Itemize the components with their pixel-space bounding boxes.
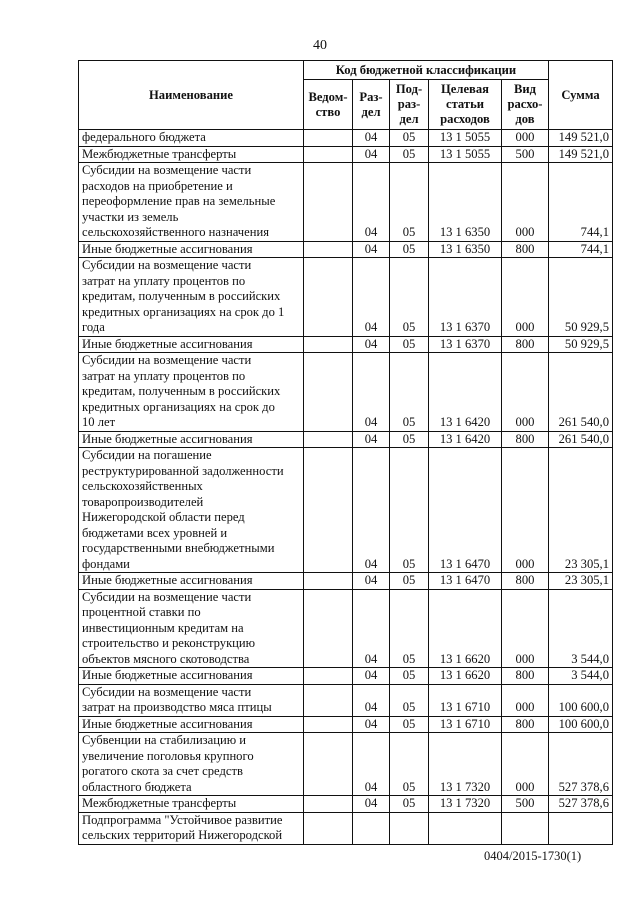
table-row [79, 146, 613, 163]
table-row [79, 258, 613, 337]
row-section-text: 04 [364, 225, 378, 239]
row-name-text: федерального бюджета [82, 130, 206, 144]
row-name-text: Субсидии на погашение реструктурированной задолженности сельскохозяйственных товаропроизводителей Нижегородской области перед бюджетами всех уровней и государственными внебюджетными фондами [82, 448, 284, 571]
row-kind [502, 733, 549, 796]
header-kind-text: Вид расхо- дов [507, 82, 543, 126]
row-name-text: Иные бюджетные ассигнования [82, 716, 253, 731]
row-kind-text: 000 [515, 320, 535, 334]
row-subsection [390, 573, 429, 590]
row-name [79, 448, 304, 573]
row-subsection-text: 05 [402, 431, 416, 446]
row-kind-text: 500 [515, 146, 535, 161]
row-target [429, 684, 502, 716]
row-section-text: 04 [364, 573, 378, 587]
table-row [79, 716, 613, 733]
row-target-text: 13 1 6350 [439, 225, 491, 239]
row-name-text: Субсидии на возмещение части затрат на производство мяса птицы [82, 684, 272, 714]
row-target-text: 13 1 7320 [439, 796, 491, 810]
row-target-text: 13 1 5055 [439, 146, 491, 161]
row-section [353, 258, 390, 337]
row-section-text: 04 [364, 556, 378, 571]
row-name-text: Межбюджетные трансферты [82, 146, 237, 161]
row-dept [304, 573, 353, 590]
row-sum-text: 23 305,1 [564, 556, 609, 571]
row-subsection-text: 05 [402, 716, 416, 731]
row-subsection [390, 163, 429, 242]
row-kind [502, 336, 549, 353]
header-subsection [390, 80, 429, 130]
row-dept [304, 353, 353, 432]
row-subsection-text: 05 [402, 651, 416, 666]
row-target-text: 13 1 6470 [439, 556, 491, 571]
row-section-text: 04 [364, 651, 378, 666]
row-kind [502, 163, 549, 242]
row-kind-text: 000 [515, 779, 535, 794]
row-kind-text: 800 [515, 573, 535, 587]
row-kind-text: 800 [515, 241, 535, 256]
row-kind-text: 800 [515, 336, 535, 351]
row-section-text: 04 [364, 336, 378, 351]
row-kind-text: 000 [515, 225, 535, 239]
row-section-text: 04 [364, 431, 378, 446]
header-name-text: Наименование [149, 87, 233, 102]
header-dept-text: Ведом- ство [308, 89, 348, 119]
row-kind-text: 800 [515, 431, 535, 446]
row-dept [304, 431, 353, 448]
row-kind-text: 000 [515, 130, 535, 144]
row-name [79, 130, 304, 147]
row-sum [549, 589, 613, 668]
table-row [79, 589, 613, 668]
row-name [79, 684, 304, 716]
row-dept [304, 146, 353, 163]
row-name-text: Субсидии на возмещение части затрат на уплату процентов по кредитам, полученным в российских кредитных организациях на срок до 10 лет [82, 353, 281, 429]
header-section [353, 80, 390, 130]
header-target [429, 80, 502, 130]
row-subsection-text: 05 [402, 241, 416, 256]
row-subsection [390, 130, 429, 147]
row-subsection-text: 05 [402, 668, 416, 682]
row-target [429, 258, 502, 337]
row-subsection [390, 448, 429, 573]
row-target [429, 716, 502, 733]
table-row [79, 812, 613, 844]
row-sum-text: 23 305,1 [564, 573, 609, 587]
page-number: 40 [313, 38, 327, 53]
row-kind [502, 716, 549, 733]
row-subsection-text: 05 [402, 336, 416, 351]
row-target [429, 573, 502, 590]
row-section-text: 04 [364, 241, 378, 256]
header-code-group-text: Код бюджетной классификации [335, 62, 517, 77]
row-subsection-text: 05 [402, 225, 416, 239]
row-dept [304, 336, 353, 353]
row-sum-text: 527 378,6 [558, 779, 609, 794]
row-kind-text: 000 [515, 415, 535, 429]
row-section-text: 04 [364, 716, 378, 731]
row-sum [549, 163, 613, 242]
row-target-text: 13 1 6710 [439, 700, 491, 714]
row-section [353, 163, 390, 242]
row-section [353, 796, 390, 813]
row-target [429, 668, 502, 685]
row-target [429, 336, 502, 353]
row-name [79, 431, 304, 448]
row-subsection-text: 05 [402, 796, 416, 810]
row-subsection-text: 05 [402, 146, 416, 161]
row-target [429, 589, 502, 668]
row-sum-text: 744,1 [580, 225, 609, 239]
header-sum [549, 61, 613, 130]
row-sum-text: 3 544,0 [571, 651, 609, 666]
row-kind [502, 353, 549, 432]
row-target [429, 812, 502, 844]
row-kind-text: 000 [515, 651, 535, 666]
row-section [353, 336, 390, 353]
row-target [429, 796, 502, 813]
document-id: 0404/2015-1730(1) [484, 849, 582, 863]
row-target [429, 130, 502, 147]
row-dept [304, 796, 353, 813]
row-subsection [390, 733, 429, 796]
row-dept [304, 163, 353, 242]
row-sum [549, 130, 613, 147]
table-row [79, 796, 613, 813]
row-name [79, 796, 304, 813]
row-name [79, 812, 304, 844]
header-kind [502, 80, 549, 130]
row-kind [502, 258, 549, 337]
row-name-text: Субсидии на возмещение части процентной ставки по инвестиционным кредитам на строительство и реконструкцию объектов мясного скотоводства [82, 589, 256, 666]
row-subsection-text: 05 [402, 573, 416, 587]
row-kind [502, 589, 549, 668]
row-section [353, 573, 390, 590]
row-subsection-text: 05 [402, 700, 416, 714]
row-kind [502, 812, 549, 844]
row-target [429, 448, 502, 573]
row-section [353, 812, 390, 844]
row-kind [502, 668, 549, 685]
row-kind [502, 241, 549, 258]
row-subsection-text: 05 [402, 415, 416, 429]
row-subsection [390, 241, 429, 258]
row-target [429, 241, 502, 258]
row-kind [502, 448, 549, 573]
row-kind [502, 130, 549, 147]
row-subsection [390, 668, 429, 685]
row-kind [502, 684, 549, 716]
row-name-text: Иные бюджетные ассигнования [82, 431, 253, 446]
row-subsection [390, 796, 429, 813]
row-target-text: 13 1 6620 [439, 668, 491, 682]
row-target [429, 146, 502, 163]
row-name-text: Иные бюджетные ассигнования [82, 336, 253, 351]
row-target-text: 13 1 6710 [439, 716, 491, 731]
table-row [79, 163, 613, 242]
row-subsection [390, 336, 429, 353]
row-kind-text: 800 [515, 716, 535, 731]
header-sum-text: Сумма [561, 87, 600, 102]
row-section [353, 431, 390, 448]
row-sum-text: 261 540,0 [558, 415, 609, 429]
row-target-text: 13 1 6470 [439, 573, 491, 587]
row-section [353, 130, 390, 147]
table-row [79, 573, 613, 590]
row-dept [304, 668, 353, 685]
row-sum-text: 744,1 [580, 241, 609, 256]
row-section [353, 448, 390, 573]
row-dept [304, 241, 353, 258]
row-name [79, 146, 304, 163]
row-subsection [390, 431, 429, 448]
row-kind-text: 500 [515, 796, 535, 810]
row-name-text: Субсидии на возмещение части расходов на приобретение и переоформление прав на земельные участки из земель сельскохозяйственного назначения [82, 163, 276, 239]
table-body [79, 130, 613, 845]
row-dept [304, 589, 353, 668]
row-name [79, 336, 304, 353]
row-subsection [390, 258, 429, 337]
row-target-text: 13 1 6620 [439, 651, 491, 666]
row-sum-text: 100 600,0 [558, 716, 609, 731]
row-subsection [390, 684, 429, 716]
row-name [79, 241, 304, 258]
row-sum [549, 146, 613, 163]
row-dept [304, 733, 353, 796]
row-kind [502, 573, 549, 590]
header-subsection-text: Под- раз- дел [395, 82, 423, 126]
table-row [79, 684, 613, 716]
row-kind-text: 000 [515, 556, 535, 571]
row-section-text: 04 [364, 320, 378, 334]
row-name [79, 258, 304, 337]
row-sum-text: 3 544,0 [571, 668, 609, 682]
table-row [79, 241, 613, 258]
row-name-text: Иные бюджетные ассигнования [82, 241, 253, 256]
row-sum [549, 353, 613, 432]
row-subsection [390, 589, 429, 668]
table-row [79, 431, 613, 448]
row-section-text: 04 [364, 779, 378, 794]
budget-table [78, 60, 613, 845]
row-kind [502, 146, 549, 163]
row-subsection [390, 812, 429, 844]
row-section [353, 716, 390, 733]
row-subsection-text: 05 [402, 556, 416, 571]
row-section-text: 04 [364, 700, 378, 714]
row-sum [549, 812, 613, 844]
row-name-text: Иные бюджетные ассигнования [82, 668, 253, 682]
row-dept [304, 448, 353, 573]
row-subsection [390, 146, 429, 163]
header-target-text: Целевая статьи расходов [440, 82, 490, 126]
row-target-text: 13 1 6420 [439, 431, 491, 446]
row-section [353, 589, 390, 668]
row-sum-text: 527 378,6 [558, 796, 609, 810]
row-section [353, 241, 390, 258]
table-row [79, 130, 613, 147]
row-name [79, 668, 304, 685]
row-subsection [390, 716, 429, 733]
row-kind-text: 000 [515, 700, 535, 714]
row-name [79, 733, 304, 796]
row-section-text: 04 [364, 668, 378, 682]
row-target-text: 13 1 6370 [439, 320, 491, 334]
row-section [353, 146, 390, 163]
row-sum [549, 668, 613, 685]
row-kind [502, 796, 549, 813]
row-section-text: 04 [364, 415, 378, 429]
row-target-text: 13 1 6420 [439, 415, 491, 429]
row-name-text: Межбюджетные трансферты [82, 796, 237, 810]
row-sum [549, 431, 613, 448]
row-sum [549, 241, 613, 258]
row-sum [549, 258, 613, 337]
row-subsection-text: 05 [402, 779, 416, 794]
table-header [79, 61, 613, 130]
row-sum-text: 149 521,0 [558, 130, 609, 144]
row-kind-text: 800 [515, 668, 535, 682]
row-section-text: 04 [364, 130, 378, 144]
row-sum [549, 716, 613, 733]
table-row [79, 353, 613, 432]
row-sum [549, 573, 613, 590]
header-code-group [304, 61, 549, 80]
row-sum [549, 448, 613, 573]
row-sum-text: 100 600,0 [558, 700, 609, 714]
row-section-text: 04 [364, 796, 378, 810]
row-dept [304, 716, 353, 733]
row-target-text: 13 1 6370 [439, 336, 491, 351]
row-sum [549, 684, 613, 716]
row-target-text: 13 1 6350 [439, 241, 491, 256]
row-sum [549, 336, 613, 353]
row-sum-text: 50 929,5 [564, 336, 609, 351]
header-name [79, 61, 304, 130]
row-sum-text: 261 540,0 [558, 431, 609, 446]
table-row [79, 668, 613, 685]
row-name-text: Субвенции на стабилизацию и увеличение поголовья крупного рогатого скота за счет средств областного бюджета [82, 733, 254, 794]
row-section [353, 733, 390, 796]
row-section [353, 668, 390, 685]
row-name-text: Субсидии на возмещение части затрат на уплату процентов по кредитам, полученным в российских кредитных организациях на срок до 1 года [82, 258, 285, 334]
row-dept [304, 258, 353, 337]
row-subsection-text: 05 [402, 130, 416, 144]
row-dept [304, 812, 353, 844]
row-name-text: Подпрограмма "Устойчивое развитие сельских территорий Нижегородской [82, 812, 283, 842]
row-section [353, 353, 390, 432]
row-dept [304, 684, 353, 716]
header-dept [304, 80, 353, 130]
row-target-text: 13 1 5055 [439, 130, 491, 144]
row-name [79, 353, 304, 432]
header-section-text: Раз- дел [359, 89, 383, 119]
row-name [79, 163, 304, 242]
row-target [429, 733, 502, 796]
row-sum-text: 50 929,5 [564, 320, 609, 334]
row-sum-text: 149 521,0 [558, 146, 609, 161]
row-subsection-text: 05 [402, 320, 416, 334]
row-target [429, 163, 502, 242]
row-sum [549, 796, 613, 813]
table-row [79, 336, 613, 353]
row-section-text: 04 [364, 146, 378, 161]
row-name [79, 716, 304, 733]
row-dept [304, 130, 353, 147]
row-target [429, 353, 502, 432]
row-section [353, 684, 390, 716]
row-target-text: 13 1 7320 [439, 779, 491, 794]
row-name-text: Иные бюджетные ассигнования [82, 573, 253, 587]
row-kind [502, 431, 549, 448]
table-row [79, 448, 613, 573]
row-target [429, 431, 502, 448]
row-subsection [390, 353, 429, 432]
row-name [79, 589, 304, 668]
row-name [79, 573, 304, 590]
row-sum [549, 733, 613, 796]
table-row [79, 733, 613, 796]
